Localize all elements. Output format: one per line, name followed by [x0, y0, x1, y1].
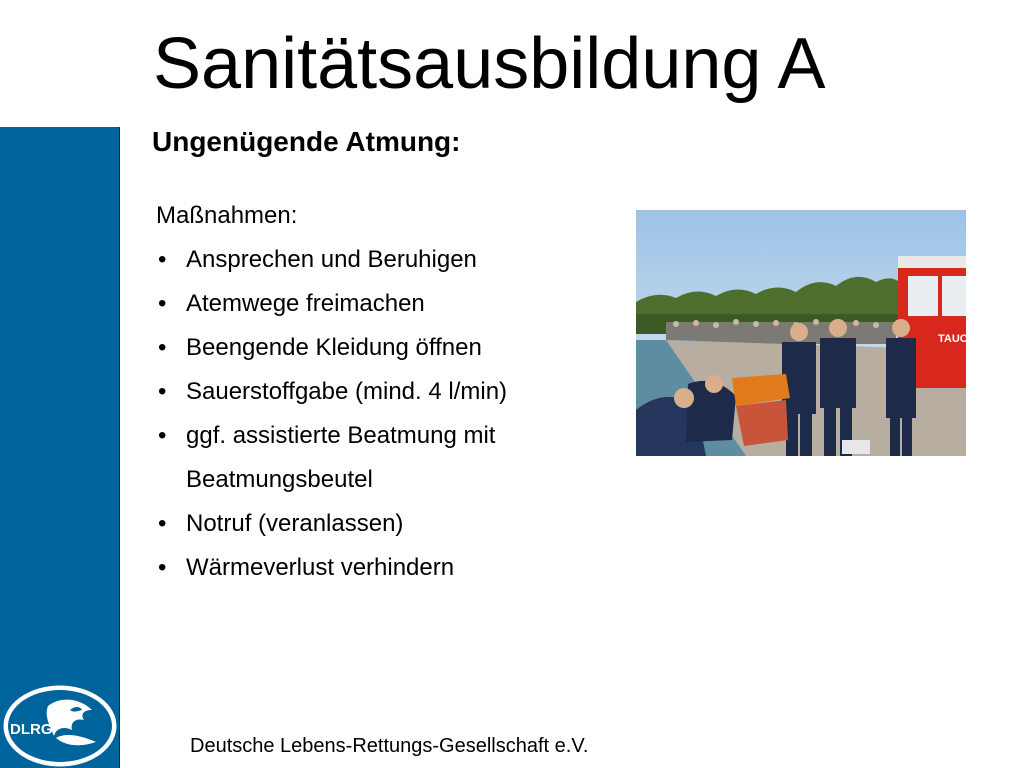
measures-label: Maßnahmen: — [156, 202, 298, 229]
list-item: • Ansprechen und Beruhigen — [156, 238, 616, 282]
content-block — [156, 194, 616, 590]
list-item: • Sauerstoffgabe (mind. 4 l/min) — [156, 370, 616, 414]
rescue-scene-photo — [636, 210, 976, 456]
list-item: • Notruf (veranlassen) — [156, 502, 616, 546]
list-item: • Beengende Kleidung öffnen — [156, 326, 616, 370]
dlrg-logo — [0, 680, 120, 768]
list-item: • Atemwege freimachen — [156, 282, 616, 326]
vehicle-label: TAUCH — [938, 333, 976, 345]
sidebar-band — [0, 127, 120, 768]
slide-subtitle: Ungenügende Atmung: — [152, 126, 461, 157]
measures-list — [156, 238, 616, 590]
logo-text: DLRG — [10, 721, 53, 738]
list-item: • ggf. assistierte Beatmung mit Beatmungsbeutel — [156, 414, 616, 502]
list-item: • Wärmeverlust verhindern — [156, 546, 616, 590]
footer-organization: Deutsche Lebens-Rettungs-Gesellschaft e.V. — [190, 735, 589, 757]
slide-title: Sanitätsausbildung A — [153, 24, 826, 104]
